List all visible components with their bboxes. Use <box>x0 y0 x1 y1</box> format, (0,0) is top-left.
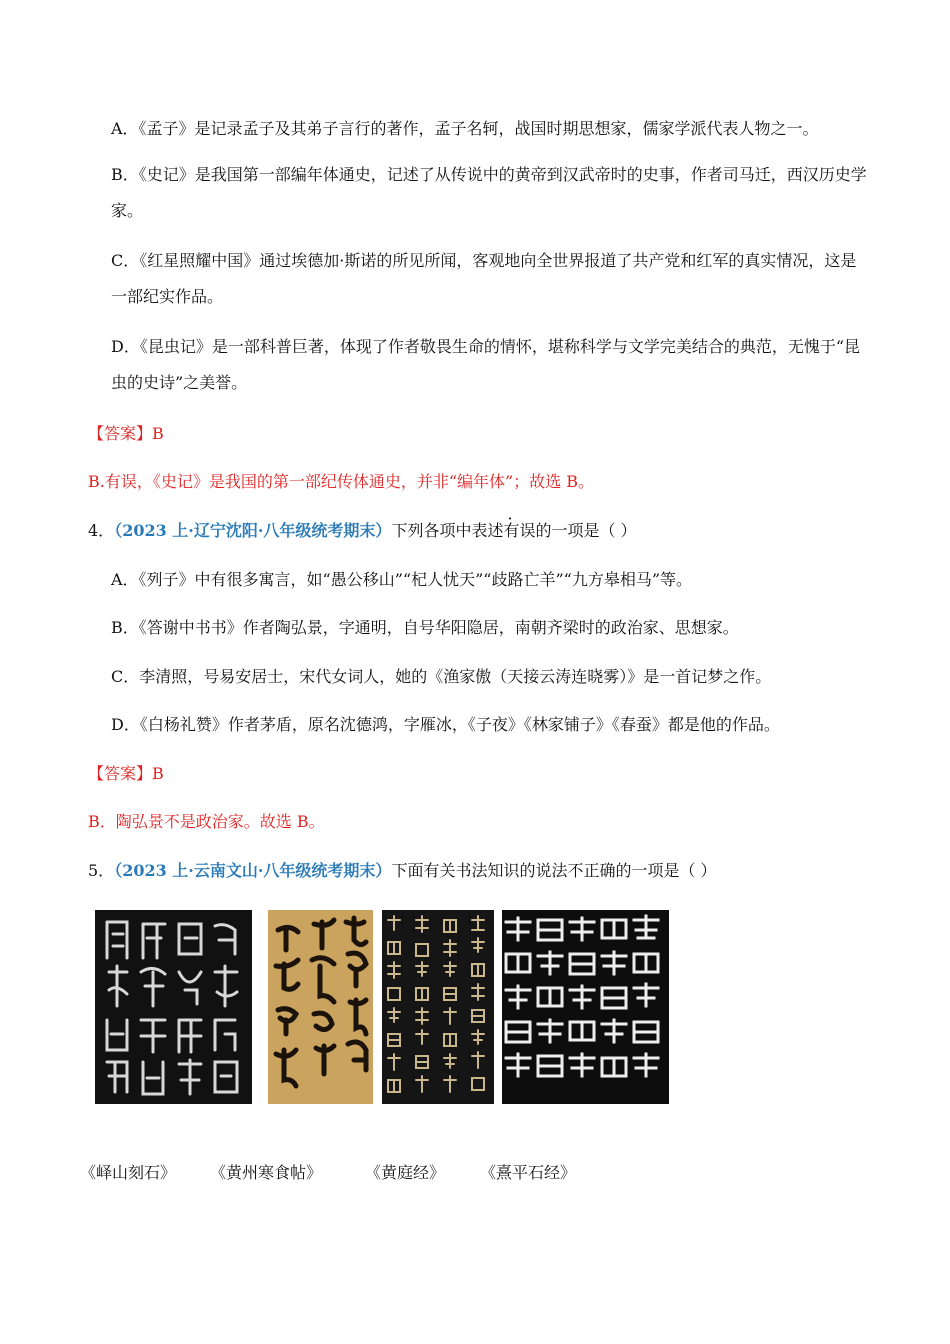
q4-option-a: A．《列子》中有很多寓言，如“愚公移山”“杞人忧天”“歧路亡羊”“九方皋相马”等。 <box>111 570 692 589</box>
huangzhou-hanshi-tie-image <box>268 910 373 1104</box>
q3-explanation: B.有误，《史记》是我国的第一部纪传体通史，并非“编年体”；故选 B。 <box>88 472 595 491</box>
q4-option-d: D．《白杨礼赞》作者茅盾，原名沈德鸿，字雁冰，《子夜》《林家铺子》《春蚕》都是他的作品。 <box>111 715 780 734</box>
q3-option-d: D．《昆虫记》是一部科普巨著，体现了作者敬畏生命的情怀，堪称科学与文学完美结合的典范，无愧于“昆虫的史诗”之美誉。 <box>111 337 861 392</box>
caption-huangzhou: 《黄州寒食帖》 <box>210 1163 323 1182</box>
q3-option-c: C．《红星照耀中国》通过埃德加·斯诺的所见所闻，客观地向全世界报道了共产党和红军的真实情况，这是一部纪实作品。 <box>111 251 857 306</box>
q4-stem-before: 下列各项中表述 <box>391 521 504 540</box>
q3-option-b: B．《史记》是我国第一部编年体通史，记述了从传说中的黄帝到汉武帝时的史事，作者司马迁，西汉历史学家。 <box>111 165 867 220</box>
q3-answer: 【答案】B <box>88 424 164 443</box>
q5-number: 5． <box>88 861 115 880</box>
q5-source: （2023 上·云南文山·八年级统考期末） <box>114 861 392 880</box>
caption-yishan: 《峄山刻石》 <box>80 1163 177 1182</box>
huangting-jing-image <box>382 910 494 1104</box>
q4-stem-emphasis: 有误 <box>503 521 536 540</box>
q4-question <box>88 520 637 542</box>
caption-huangting: 《黄庭经》 <box>365 1163 446 1182</box>
q4-number: 4． <box>88 521 115 540</box>
q4-option-b: B．《答谢中书书》作者陶弘景，字通明，自号华阳隐居，南朝齐梁时的政治家、思想家。 <box>111 618 739 637</box>
q3-option-a: A．《孟子》是记录孟子及其弟子言行的著作，孟子名轲，战国时期思想家，儒家学派代表人物之一。 <box>111 119 819 138</box>
q4-stem-after: 的一项是（ ） <box>535 521 637 540</box>
q4-answer: 【答案】B <box>88 764 164 783</box>
yishan-stele-image <box>95 910 252 1104</box>
q4-option-c: C．李清照，号易安居士，宋代女词人，她的《渔家傲（天接云涛连晓雾）》是一首记梦之作。 <box>111 667 772 686</box>
xiping-stone-classics-image <box>502 910 669 1104</box>
q5-question <box>88 860 717 882</box>
q5-stem: 下面有关书法知识的说法不正确的一项是（ ） <box>391 861 717 880</box>
caption-xiping: 《熹平石经》 <box>480 1163 577 1182</box>
q4-source: （2023 上·辽宁沈阳·八年级统考期末） <box>114 521 392 540</box>
q4-explanation: B．陶弘景不是政治家。故选 B。 <box>88 812 325 831</box>
